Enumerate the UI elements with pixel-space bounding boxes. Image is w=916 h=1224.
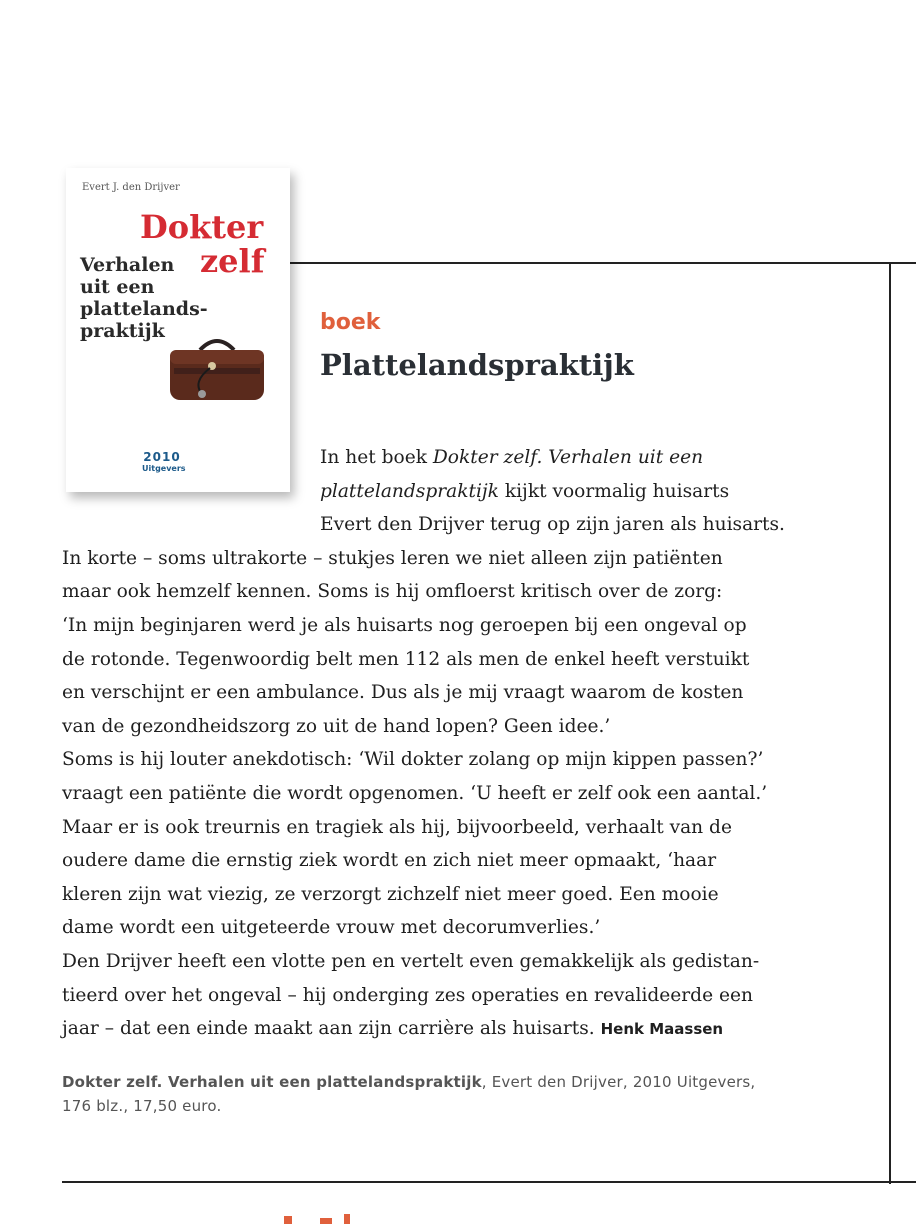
body-line: vraagt een patiënte die wordt opgenomen. ‘U heeft er zelf ook een aantal.’ [62, 782, 768, 804]
cover-subtitle-line: uit een [80, 276, 155, 298]
book-info-details: 176 blz., 17,50 euro. [62, 1097, 222, 1115]
last-line-text: jaar – dat een einde maakt aan zijn carrière als huisarts. [62, 1018, 601, 1040]
body-line: Soms is hij louter anekdotisch: ‘Wil dokter zolang op mijn kippen passen?’ [62, 749, 764, 771]
book-title-italic: Dokter zelf. Verhalen uit een [432, 447, 704, 468]
cover-subtitle [80, 254, 208, 342]
book-title-italic: plattelandspraktijk [320, 480, 499, 502]
publisher-name: Uitgevers [142, 464, 186, 473]
cover-title-line2: zelf [200, 242, 265, 280]
article-headline: Plattelandspraktijk [320, 348, 634, 382]
body-line: maar ook hemzelf kennen. Soms is hij omfloerst kritisch over de zorg: [62, 581, 723, 603]
book-info-line [62, 1094, 862, 1118]
body-line: en verschijnt er een ambulance. Dus als je mij vraagt waarom de kosten [62, 682, 744, 704]
cover-subtitle-line: Verhalen [80, 254, 175, 276]
cover-subtitle-line: praktijk [80, 320, 165, 342]
top-rule [290, 262, 916, 264]
cover-subtitle-line: plattelands- [80, 298, 208, 320]
intro-text: In het boek [320, 447, 433, 468]
body-line [62, 475, 852, 509]
publisher-logo-mark: 2010 [143, 450, 181, 464]
article-body [62, 441, 852, 1047]
body-line: oudere dame die ernstig ziek wordt en zich niet meer opmaakt, ‘haar [62, 850, 717, 872]
body-line: Maar er is ook treurnis en tragiek als hij, bijvoorbeeld, verhaalt van de [62, 816, 732, 838]
book-info [62, 1070, 862, 1118]
body-line: tieerd over het ongeval – hij onderging zes operaties en revalideerde een [62, 984, 753, 1006]
body-line: In korte – soms ultrakorte – stukjes leren we niet alleen zijn patiënten [62, 547, 723, 569]
next-article-fragment [268, 1214, 364, 1224]
right-rule [889, 262, 891, 1184]
book-info-line [62, 1070, 862, 1094]
body-line: ‘In mijn beginjaren werd je als huisarts nog geroepen bij een ongeval op [62, 614, 747, 636]
intro-text: kijkt voormalig huisarts [498, 480, 730, 502]
body-line: de rotonde. Tegenwoordig belt men 112 als men de enkel heeft verstuikt [62, 648, 750, 670]
book-info-title: Dokter zelf. Verhalen uit een plattelandspraktijk [62, 1073, 482, 1091]
body-line: Den Drijver heeft een vlotte pen en vertelt even gemakkelijk als gedistan- [62, 950, 760, 972]
doctor-bag-icon [162, 332, 272, 402]
body-line [62, 441, 852, 475]
body-line: Evert den Drijver terug op zijn jaren als huisarts. [320, 514, 785, 536]
body-line [62, 1012, 852, 1047]
cover-author: Evert J. den Drijver [82, 182, 180, 193]
body-line: kleren zijn wat viezig, ze verzorgt zichzelf niet meer goed. Een mooie [62, 883, 719, 905]
cover-title-line1: Dokter [140, 208, 264, 246]
author-byline: Henk Maassen [600, 1020, 724, 1039]
book-info-details: , Evert den Drijver, 2010 Uitgevers, [481, 1073, 756, 1091]
bottom-rule [62, 1181, 916, 1183]
section-kicker: boek [320, 310, 381, 335]
body-line: van de gezondheidszorg zo uit de hand lopen? Geen idee.’ [62, 715, 611, 737]
body-line: dame wordt een uitgeteerde vrouw met decorumverlies.’ [62, 917, 601, 939]
